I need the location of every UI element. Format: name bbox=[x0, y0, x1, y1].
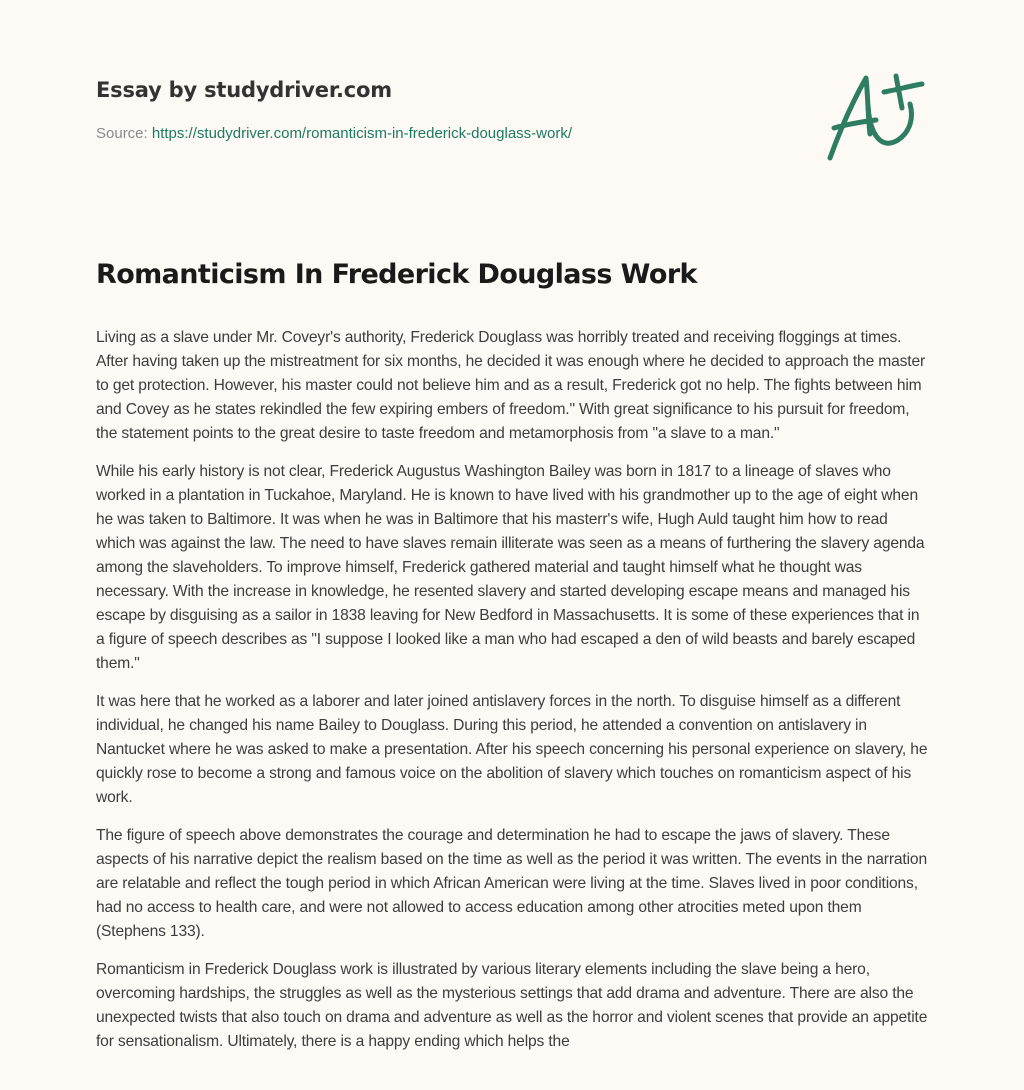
essay-body bbox=[96, 326, 930, 1068]
essay-paragraph: It was here that he worked as a laborer and later joined antislavery forces in the north. To disguise himself as a different individual, he changed his name Bailey to Douglass. During this period, he attended a convention on antislavery in Nantucket where he was asked to make a presentation. After his speech concerning his personal experience on slavery, he quickly rose to become a strong and famous voice on the abolition of slavery which touches on romanticism aspect of his work. bbox=[96, 693, 928, 806]
essay-paragraph: Living as a slave under Mr. Coveyr's authority, Frederick Douglass was horribly treated and receiving floggings at times. After having taken up the mistreatment for six months, he decided it was enough where he decided to approach the master to get protection. However, his master could not believe him and as a result, Frederick got no help. The fights between him and Covey as he states rekindled the few expiring embers of freedom." With great significance to his pursuit for freedom, the statement points to the great desire to taste freedom and metamorphosis from "a slave to a man." bbox=[96, 329, 926, 442]
essay-paragraph: While his early history is not clear, Frederick Augustus Washington Bailey was born in 1817 to a lineage of slaves who worked in a plantation in Tuckahoe, Maryland. He is known to have lived with his grandmother up to the age of eight when he was taken to Baltimore. It was when he was in Baltimore that his masterr's wife, Hugh Auld taught him how to read which was against the law. The need to have slaves remain illiterate was seen as a means of furthering the slavery agenda among the slaveholders. To improve himself, Frederick gathered material and taught himself what he thought was necessary. With the increase in knowledge, he resented slavery and started developing escape means and managed his escape by disguising as a sailor in 1838 leaving for New Bedford in Massachusetts. It is some of these experiences that in a figure of speech describes as "I suppose I looked like a man who had escaped a den of wild beasts and barely escaped them." bbox=[96, 463, 925, 672]
brand-title: Essay by studydriver.com bbox=[96, 78, 392, 102]
source-link[interactable]: https://studydriver.com/romanticism-in-frederick-douglass-work/ bbox=[151, 125, 572, 142]
a-plus-grade-icon bbox=[820, 66, 930, 166]
essay-paragraph: The figure of speech above demonstrates the courage and determination he had to escape the jaws of slavery. These aspects of his narrative depict the realism based on the time as well as the period it was written. The events in the narration are relatable and reflect the tough period in which African American were living at the time. Slaves lived in poor conditions, had no access to health care, and were not allowed to access education among other atrocities meted upon them (Stephens 133). bbox=[96, 827, 927, 940]
page-header bbox=[96, 76, 572, 144]
source-label: Source: bbox=[96, 125, 148, 142]
essay-paragraph: Romanticism in Frederick Douglass work is illustrated by various literary elements including the slave being a hero, overcoming hardships, the struggles as well as the mysterious settings that add drama and adventure. There are also the unexpected twists that also touch on drama and adventure as well as the horror and violent scenes that provide an appetite for sensationalism. Ultimately, there is a happy ending which helps the bbox=[96, 961, 928, 1050]
source-line bbox=[96, 124, 572, 144]
essay-title: Romanticism In Frederick Douglass Work bbox=[96, 259, 697, 290]
